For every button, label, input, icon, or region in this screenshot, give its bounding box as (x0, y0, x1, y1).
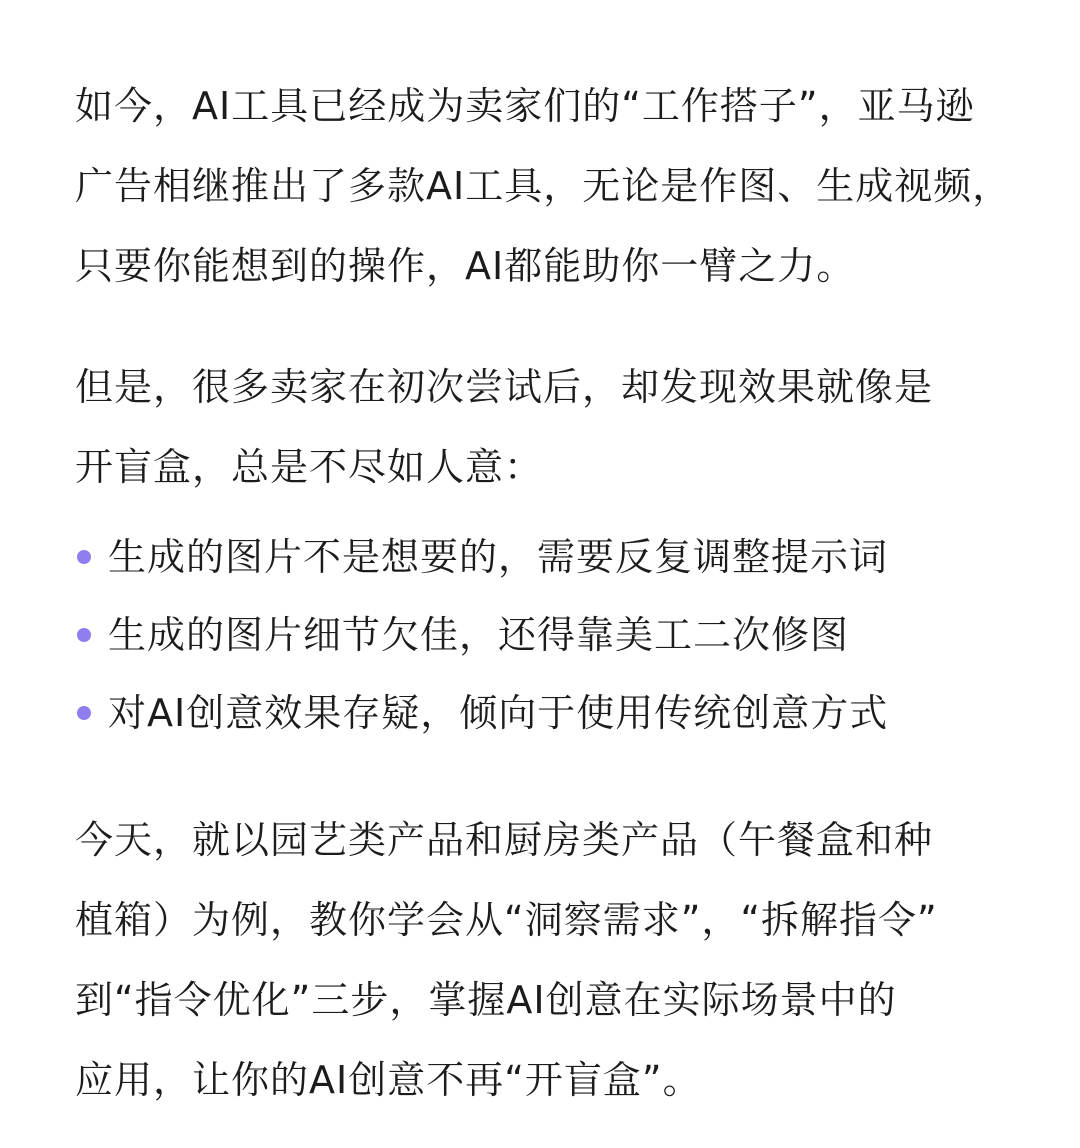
intro-paragraph: 如今，AI工具已经成为卖家们的“工作搭子”，亚马逊 广告相继推出了多款AI工具，无论是作图、生成视频， 只要你能想到的操作，AI都能助你一臂之力。 (75, 84, 1012, 288)
list-item-text: 对AI创意效果存疑，倾向于使用传统创意方式 (108, 691, 889, 735)
problem-list (75, 518, 1015, 752)
problem-paragraph: 但是，很多卖家在初次尝试后，却发现效果就像是 开盲盒，总是不尽如人意： (75, 365, 934, 489)
solution-paragraph: 今天，就以园艺类产品和厨房类产品（午餐盒和种 植箱）为例，教你学会从“洞察需求”，“拆解指令” 到“指令优化”三步，掌握AI创意在实际场景中的 应用，让你的AI创意不再“开盲盒”。 (75, 818, 938, 1102)
list-item (75, 596, 1015, 674)
article-body (75, 66, 1015, 1120)
list-item-text: 生成的图片不是想要的，需要反复调整提示词 (108, 535, 889, 579)
list-item-text: 生成的图片细节欠佳，还得靠美工二次修图 (108, 613, 850, 657)
bullet-dot-icon (77, 628, 91, 642)
bullet-dot-icon (77, 706, 91, 720)
list-item (75, 674, 1015, 752)
bullet-dot-icon (77, 550, 91, 564)
list-item (75, 518, 1015, 596)
